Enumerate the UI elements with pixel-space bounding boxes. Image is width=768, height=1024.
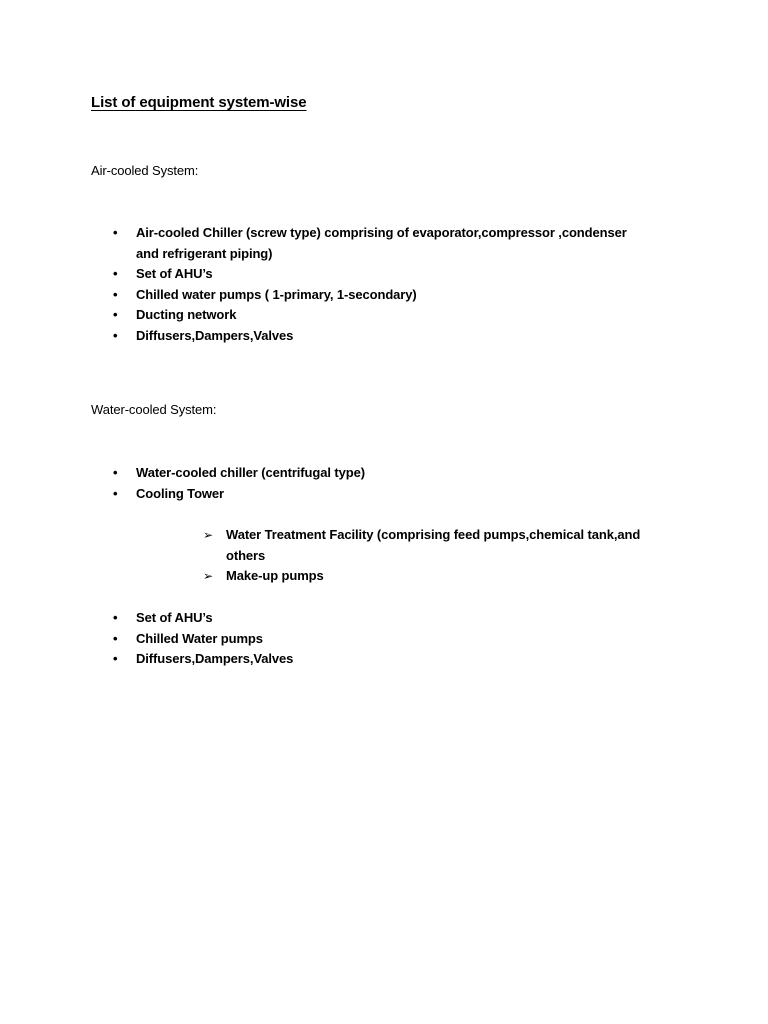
list-item-text: Air-cooled Chiller (screw type) comprising of evaporator,compressor ,condenser and refrigerant piping) [136, 225, 627, 261]
list-item [0, 629, 640, 650]
sub-list-item-text: Water Treatment Facility (comprising feed pumps,chemical tank,and others [226, 527, 641, 563]
list-item [0, 264, 640, 285]
list-item [0, 608, 640, 629]
list-item [0, 326, 640, 347]
cooling-tower-sub-list [0, 525, 680, 587]
sub-list-item [0, 525, 680, 566]
water-cooled-equipment-list-continued [0, 608, 640, 670]
bullet-dot-icon: • [113, 327, 118, 343]
bullet-dot-icon: • [113, 485, 118, 501]
sub-list-item [0, 566, 680, 587]
bullet-dot-icon: • [113, 610, 118, 625]
list-item-text: Water-cooled chiller (centrifugal type) [136, 465, 365, 480]
arrow-bullet-icon: ➢ [203, 528, 213, 542]
list-item [0, 649, 640, 670]
bullet-dot-icon: • [113, 225, 118, 240]
bullet-dot-icon: • [113, 465, 118, 480]
bullet-dot-icon: • [113, 651, 118, 667]
bullet-dot-icon: • [113, 266, 118, 282]
list-item-text: Diffusers,Dampers,Valves [136, 327, 294, 343]
bullet-dot-icon: • [113, 630, 118, 646]
document-title: List of equipment system-wise [91, 94, 307, 111]
air-cooled-equipment-list [0, 223, 640, 347]
water-cooled-equipment-list [0, 463, 640, 504]
list-item [0, 463, 640, 484]
list-item [0, 305, 640, 326]
list-item-text: Set of AHU’s [136, 610, 213, 625]
section-heading-water-cooled: Water-cooled System: [91, 402, 217, 417]
list-item [0, 285, 640, 306]
bullet-dot-icon: • [113, 307, 118, 323]
list-item-text: Chilled Water pumps [136, 630, 263, 646]
list-item-text: Chilled water pumps ( 1-primary, 1-secondary) [136, 286, 417, 302]
arrow-bullet-icon: ➢ [203, 569, 213, 584]
list-item [0, 223, 640, 264]
section-heading-air-cooled: Air-cooled System: [91, 163, 199, 178]
list-item [0, 484, 640, 505]
bullet-dot-icon: • [113, 286, 118, 302]
sub-list-item-text: Make-up pumps [226, 568, 324, 584]
list-item-text: Diffusers,Dampers,Valves [136, 651, 294, 667]
list-item-text: Set of AHU’s [136, 266, 213, 282]
list-item-text: Cooling Tower [136, 485, 225, 501]
list-item-text: Ducting network [136, 307, 237, 323]
